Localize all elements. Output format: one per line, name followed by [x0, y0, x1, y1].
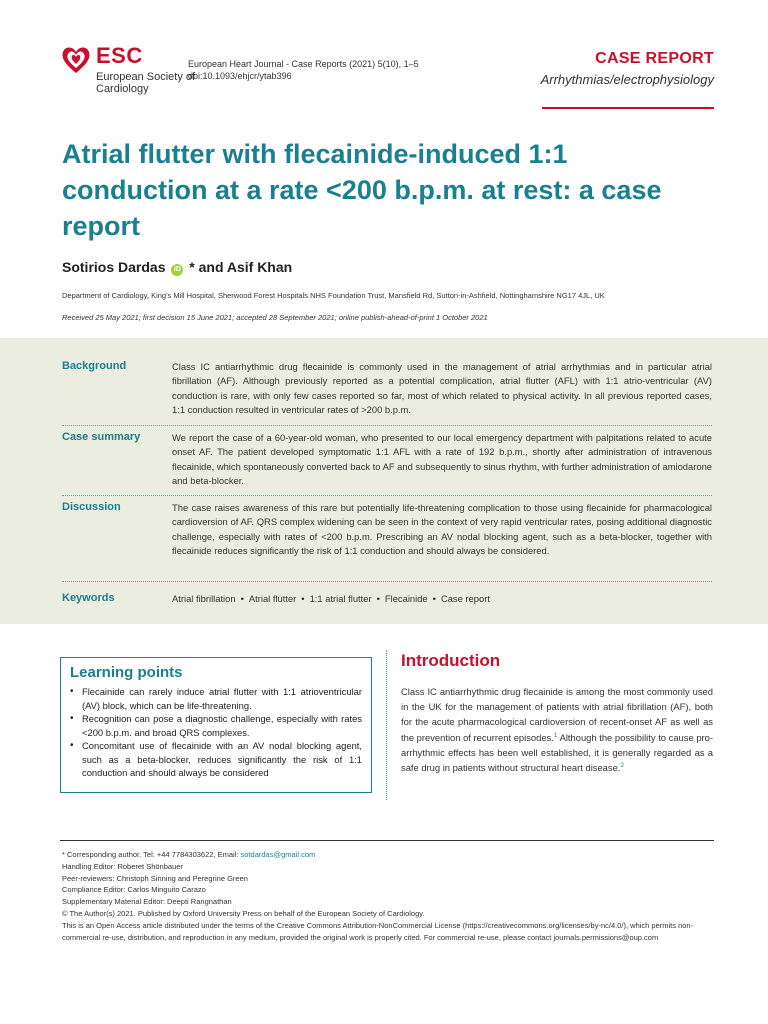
license-notice: This is an Open Access article distributed under the terms of the Creative Commons Attribution-NonCommercial License (https://creativecommons.org/licenses/by-nc/4.0/), which permits non-commercial re-use, distribution, and reproduction in any medium, provided the original work is properly cited. For commercial re-use, please contact journals.permissions@oup.com: [62, 920, 694, 942]
reference-link[interactable]: 2: [620, 762, 625, 770]
keyword-separator: •: [240, 593, 244, 604]
bullet-icon: •: [70, 713, 74, 724]
header-rule: [542, 107, 714, 109]
keyword-separator: •: [376, 593, 380, 604]
affiliation: Department of Cardiology, King's Mill Hospital, Sherwood Forest Hospitals NHS Foundation Trust, Mansfield Rd, Sutton-in-Ashfield, Nottinghamshire NG17 4JL, UK: [62, 291, 605, 300]
learning-point-text: Flecainide can rarely induce atrial flutter with 1:1 atrioventricular (AV) block, which can be life-threatening.: [82, 686, 362, 711]
learning-points-title: Learning points: [70, 664, 183, 681]
keyword-separator: •: [432, 593, 436, 604]
footnotes: [62, 849, 712, 943]
article-type: CASE REPORT: [595, 50, 714, 67]
intro-text-part: Class IC antiarrhythmic drug flecainide is among the most commonly used in the UK for the management of patients with atrial fibrillation (AF), both for the acute pharmacological cardioversion of recent-onset AF as well as the prevention of recurrent episodes.: [401, 686, 713, 743]
abstract-label: Background: [62, 360, 127, 372]
heart-logo-icon: [60, 44, 92, 76]
esc-wordmark: ESC: [96, 43, 143, 68]
abstract-text: We report the case of a 60-year-old woman, who presented to our local emergency department with palpitations related to acute onset AF. The patient developed symptomatic 1:1 AFL with a rate of 192 b.p.m., shortly after administration of intravenous flecainide, which spontaneously converted back to AF and subsequently to sinus rhythm, with further administration of amiodarone and beta-blocker.: [172, 432, 712, 486]
learning-points-list: [70, 685, 362, 780]
abstract-label: Case summary: [62, 431, 141, 443]
learning-point: [70, 712, 362, 739]
footnote-rule: [60, 840, 714, 841]
column-divider: [386, 650, 387, 800]
abstract-text: The case raises awareness of this rare but potentially life-threatening complication to those using flecainide for pharmacological cardioversion of AF. QRS complex widening can be seen in the context of very rapid ventricular rates, posing additional diagnostic challenge, especially with rates of <200 b.p.m. Prescribing an AV nodal blocking agent, such as a beta-blocker, together with flecainide reduces significantly the risk of 1:1 conduction and should always be considered.: [172, 502, 712, 556]
abstract-divider: [62, 425, 712, 426]
peer-reviewers: Peer-reviewers: Christoph Sinning and Peregrine Green: [62, 873, 248, 883]
author-line: [62, 259, 292, 276]
journal-info: [188, 58, 419, 82]
abstract-panel: [0, 338, 768, 624]
keyword[interactable]: Case report: [440, 593, 490, 604]
abstract-label: Keywords: [62, 592, 115, 604]
author-first[interactable]: Sotirios Dardas: [62, 259, 166, 275]
keyword[interactable]: 1:1 atrial flutter: [309, 593, 372, 604]
abstract-divider: [62, 581, 712, 582]
learning-point: [70, 739, 362, 780]
supplementary-editor: Supplementary Material Editor: Deepti Rangnathan: [62, 897, 232, 907]
compliance-editor: Compliance Editor: Carlos Minguito Carazo: [62, 885, 206, 895]
keyword[interactable]: Atrial fibrillation: [172, 593, 236, 604]
reference-link[interactable]: 1: [553, 731, 558, 739]
doi-link[interactable]: doi:10.1093/ehjcr/ytab396: [188, 71, 292, 81]
page-header: [60, 44, 714, 108]
learning-points-box: [60, 657, 372, 793]
article-title: Atrial flutter with flecainide-induced 1:1 conduction at a rate <200 b.p.m. at rest: a case report: [62, 139, 662, 241]
bullet-icon: •: [70, 686, 74, 697]
keyword[interactable]: Atrial flutter: [248, 593, 297, 604]
corresponding-author: [62, 849, 712, 861]
copyright-notice: © The Author(s) 2021. Published by Oxford University Press on behalf of the European Society of Cardiology.: [62, 908, 425, 918]
abstract-divider: [62, 495, 712, 496]
intro-text-part: Although the possibility to cause pro-arrhythmic effects has been well established, it is generally regarded as a safe drug in patients without structural heart disease.: [401, 731, 713, 774]
learning-point-text: Concomitant use of flecainide with an AV nodal blocking agent, such as a beta-blocker, reduces significantly the risk of 1:1 conduction and should always be considered: [82, 740, 362, 778]
orcid-icon[interactable]: iD: [171, 264, 183, 276]
keyword-list: [172, 592, 712, 606]
abstract-text: Class IC antiarrhythmic drug flecainide is commonly used in the management of atrial arrhythmias and in particular atrial fibrillation (AF). Although previously reported as a potential complication, atrial flutter (AFL) with 1:1 atrio-ventricular (AV) conduction is rare, with only few cases reported so far, most of which related to physical activity. In all previous reported cases, 1:1 conduction resulted in ventricular rates of >200 b.p.m.: [172, 361, 712, 415]
esc-society-name: European Society of Cardiology: [96, 71, 196, 95]
corresponding-author-text: * Corresponding author. Tel: +44 7784303622, Email:: [62, 850, 241, 859]
keyword[interactable]: Flecainide: [384, 593, 428, 604]
abstract-label: Discussion: [62, 501, 121, 513]
email-link[interactable]: sotdardas@gmail.com: [240, 850, 316, 859]
learning-point-text: Recognition can pose a diagnostic challenge, especially with rates <200 b.p.m. and broad QRS complexes.: [82, 713, 362, 738]
author-rest[interactable]: * and Asif Khan: [189, 259, 293, 275]
introduction-heading: Introduction: [401, 651, 501, 670]
keyword-separator: •: [301, 593, 305, 604]
esc-logo: [60, 43, 196, 100]
learning-point: [70, 685, 362, 712]
publication-dates: Received 25 May 2021; first decision 15 June 2021; accepted 28 September 2021; online publish-ahead-of-print 1 October 2021: [62, 313, 488, 322]
bullet-icon: •: [70, 740, 74, 751]
journal-citation: European Heart Journal - Case Reports (2021) 5(10), 1–5: [188, 59, 419, 69]
handling-editor: Handling Editor: Roberet Shönbauer: [62, 861, 183, 871]
article-category: Arrhythmias/electrophysiology: [540, 72, 714, 87]
introduction-paragraph: [401, 684, 713, 775]
